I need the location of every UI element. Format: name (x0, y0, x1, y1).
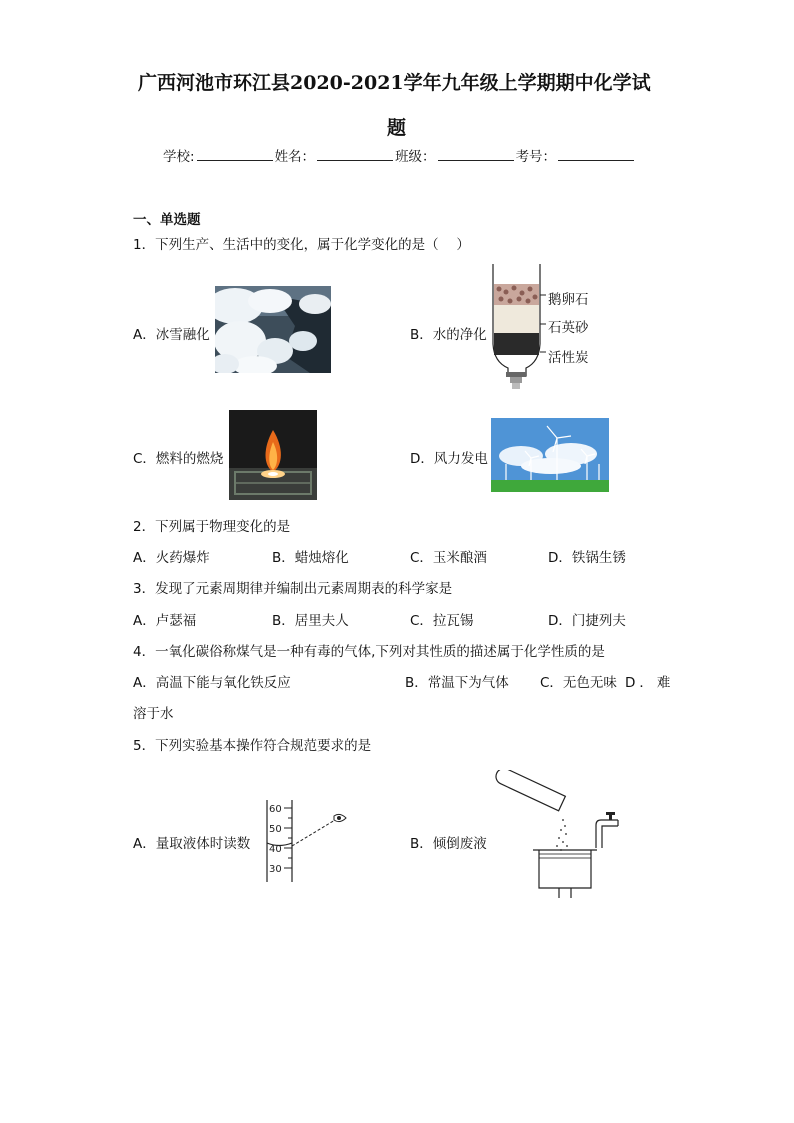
q5-stem: 5．下列实验基本操作符合规范要求的是 (133, 738, 372, 754)
wind-power-image (491, 418, 609, 492)
q2-option-c: C．玉米酿酒 (410, 550, 487, 566)
cylinder-tick-30: 30 (269, 864, 282, 875)
q1-option-d: D．风力发电 (410, 451, 488, 467)
q3-option-d: D．门捷列夫 (548, 613, 626, 629)
filter-label-carbon: 活性炭 (548, 350, 589, 366)
page-title-cont: 题 (387, 117, 407, 139)
cylinder-tick-40: 40 (269, 844, 282, 855)
class-blank (438, 146, 514, 161)
q3-stem: 3．发现了元素周期律并编制出元素周期表的科学家是 (133, 581, 453, 597)
page-title: 广西河池市环江县2020-2021学年九年级上学期期中化学试 (138, 72, 651, 94)
school-label: 学校: (163, 149, 195, 165)
q2-option-b: B．蜡烛熔化 (272, 550, 349, 566)
q5-option-b: B．倾倒废液 (410, 836, 487, 852)
id-label: 考号： (515, 149, 557, 165)
id-blank (558, 146, 634, 161)
q2-stem: 2．下列属于物理变化的是 (133, 519, 291, 535)
snow-melting-image (215, 286, 331, 373)
q4-stem: 4．一氧化碳俗称煤气是一种有毒的气体,下列对其性质的描述属于化学性质的是 (133, 644, 605, 660)
cylinder-reading-diagram (262, 796, 352, 884)
cylinder-tick-60: 60 (269, 804, 282, 815)
q1-stem: 1．下列生产、生活中的变化，属于化学变化的是（ ） (133, 237, 470, 253)
q4-option-d-cont: 溶于水 (133, 706, 174, 722)
q2-option-a: A．火药爆炸 (133, 550, 210, 566)
q5-option-a: A．量取液体时读数 (133, 836, 251, 852)
filter-label-sand: 石英砂 (548, 320, 589, 336)
name-label: 姓名： (274, 149, 316, 165)
fuel-burning-image (229, 410, 317, 500)
q4-option-c: C．无色无味 (540, 675, 617, 691)
q2-option-d: D．铁锅生锈 (548, 550, 626, 566)
q4-option-d: D．难 (625, 675, 675, 691)
q4-option-b: B．常温下为气体 (405, 675, 509, 691)
class-label: 班级： (395, 149, 436, 165)
section-heading: 一、单选题 (133, 212, 201, 228)
q4-option-a: A．高温下能与氧化铁反应 (133, 675, 291, 691)
q1-option-c: C．燃料的燃烧 (133, 451, 224, 467)
pouring-waste-diagram (493, 770, 633, 900)
q1-option-b: B．水的净化 (410, 327, 487, 343)
school-blank (197, 146, 273, 161)
q3-option-c: C．拉瓦锡 (410, 613, 474, 629)
name-blank (317, 146, 393, 161)
cylinder-tick-50: 50 (269, 824, 282, 835)
q1-option-a: A．冰雪融化 (133, 327, 210, 343)
q3-option-b: B．居里夫人 (272, 613, 349, 629)
q3-option-a: A．卢瑟福 (133, 613, 197, 629)
filter-label-pebbles: 鹅卵石 (548, 292, 589, 308)
student-info (163, 145, 636, 165)
